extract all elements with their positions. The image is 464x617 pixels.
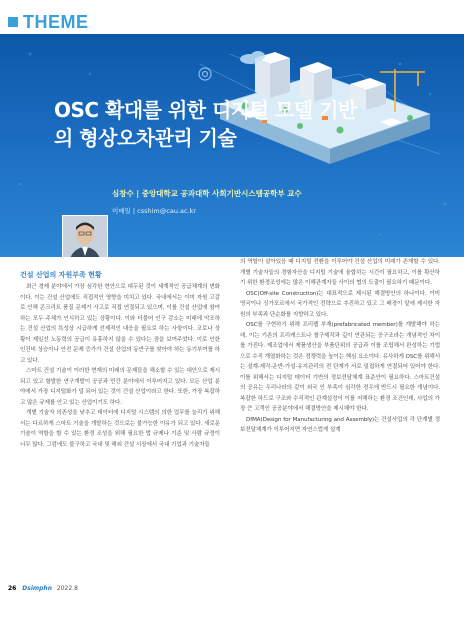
article-title [54,96,357,152]
paragraph: 개별 기술자 의존성을 낮추고 데이터에 디지털 시스템의 의한 업무를 늘리기 위해서는 다르하게 스마트 기술을 개발하는 것으로는 불가능한 이유가 되고 있다. 새로운 기술이 역할을 할 수 있는 환경 조성을 위해 필요한 법 규제나 기준 및 사람 규정이 너무 많다. 그럼에도 불구하고 국내 및 해외 건설 시장에서 국내 기업과 기술자들 [20,410,220,448]
right-column [240,257,440,436]
gear-icon [199,68,211,80]
paragraph: 스마트 건설 기술이 이러한 현재의 미래의 문제들을 해소할 수 있는 대안으로 제시되고 있고 할발한 연구개발이 공공과 민간 분야에서 이루어지고 있다. 모든 산업 분야에서 가장 디지털화가 덜 되어 있는 것이 건설 산업이라고 한다. 또한, 가장 복잡하고 많은 규제를 안고 있는 산업이기도 하다. [20,368,220,406]
theme-square-icon [8,17,18,27]
left-column [20,282,220,450]
paragraph: 의 역할이 살아있음 때 디지털 전환을 이루어야 건설 산업의 미래가 존재할 수 있다. 개별 기술자들의 경험자산을 디지털 기술에 융합하는 시간이 필요하고, 이를 확산하기 위한 환경조성에는 많은 이해관계자들 사이의 협의 도출이 필요하기 때문이다. [240,259,440,286]
page-number: 26 [8,585,17,592]
theme-label-text: THEME [23,12,89,32]
author-line: 심창수 | 중앙대학교 공과대학 사회기반시스템공학부 교수 [112,189,302,198]
brand-logo: Dsimphn [22,585,52,592]
paragraph: OSC(Off-site Construction)는 대표적으로 제시된 해결방안의 하나이다. 이미 영국이나 싱가포르에서 국가적인 전략으로 추진하고 있고 그 배경이 앞에 제시한 자원의 부족과 단순화를 지향하고 있다. [240,290,440,318]
author-photo [62,215,108,257]
title-line-2: 의 형상오차관리 기술 [54,126,237,150]
paragraph: DfMA(Design for Manufacturing and Assembly)는 건설사업의 각 단계별 정보전달체계가 이루어지면 자연스럽게 설계 [240,416,440,433]
section-title: 건설 산업의 자원부족 현황 [20,271,102,279]
theme-label [8,12,89,33]
page-footer [8,585,78,592]
paragraph: OSC를 구현하기 위해 프리팹 부재(prefabricated member)를 개발해야 하는데, 이는 기존의 프리캐스트나 철구제작과 깊이 연관되는 공구조라는 개념적인 차이를 가진다. 제조업에서 제품생산을 부품단위의 공급과 이를 조립해서 완성하는 기법으로 수직 계열화하는 것은 경쟁력을 높이는 핵심 요소이다. 유사하게 OSC를 위해서는 설계-제작-운반-가설-유지관리의 전 단계가 서로 밀접하게 연결되어 있어야 한다. 이를 위해서는 디지털 데이터 기반의 정보전달체계 표준안이 필요하다. 스마트건설의 공유는 우리나라의 같이 외국 인 부족이 심각한 경우에 반드시 필요한 개념이다. 복잡한 하드로 구조와 수직적인 관계설정이 이를 저해하는 환경 조건인데, 사업의 가장 큰 고객인 공공분야에서 해결방안을 제시해야 한다. [240,322,440,412]
author-email: 이메일 | csshim@cau.ac.kr [112,207,197,215]
paragraph: 최근 경제 분야에서 가장 심각한 현안으로 대두된 것이 세계적인 공급체계의 변화이다. 이는 건설 산업에도 직접적인 영향을 미치고 있다. 국내에서는 이미 자원 고갈로 인해 콘크리트 품질 문제가 사고로 직접 연결되고 있으며, 이를 건설 산업에 참여하는 모두 주체가 인식하고 있는 상황이다. 이와 더불어 인구 감소는 미래에 악조하는 건설 산업의 특성상 시급하게 선제적인 대응을 필요로 하는 사항이다. 코로나 상황이 제일선 노동력의 공급이 유휴하지 않을 수 있다는 점을 보여주었다. 이로 인한 인건비 상승이나 안전 문제 증가가 건설 산업의 동반구를 찾아야 하는 동기부여를 하고 있다. [20,284,220,364]
title-line-1: OSC 확대를 위한 디지털 모델 기반 [54,98,357,122]
issue-date: 2022.8 [56,585,78,592]
